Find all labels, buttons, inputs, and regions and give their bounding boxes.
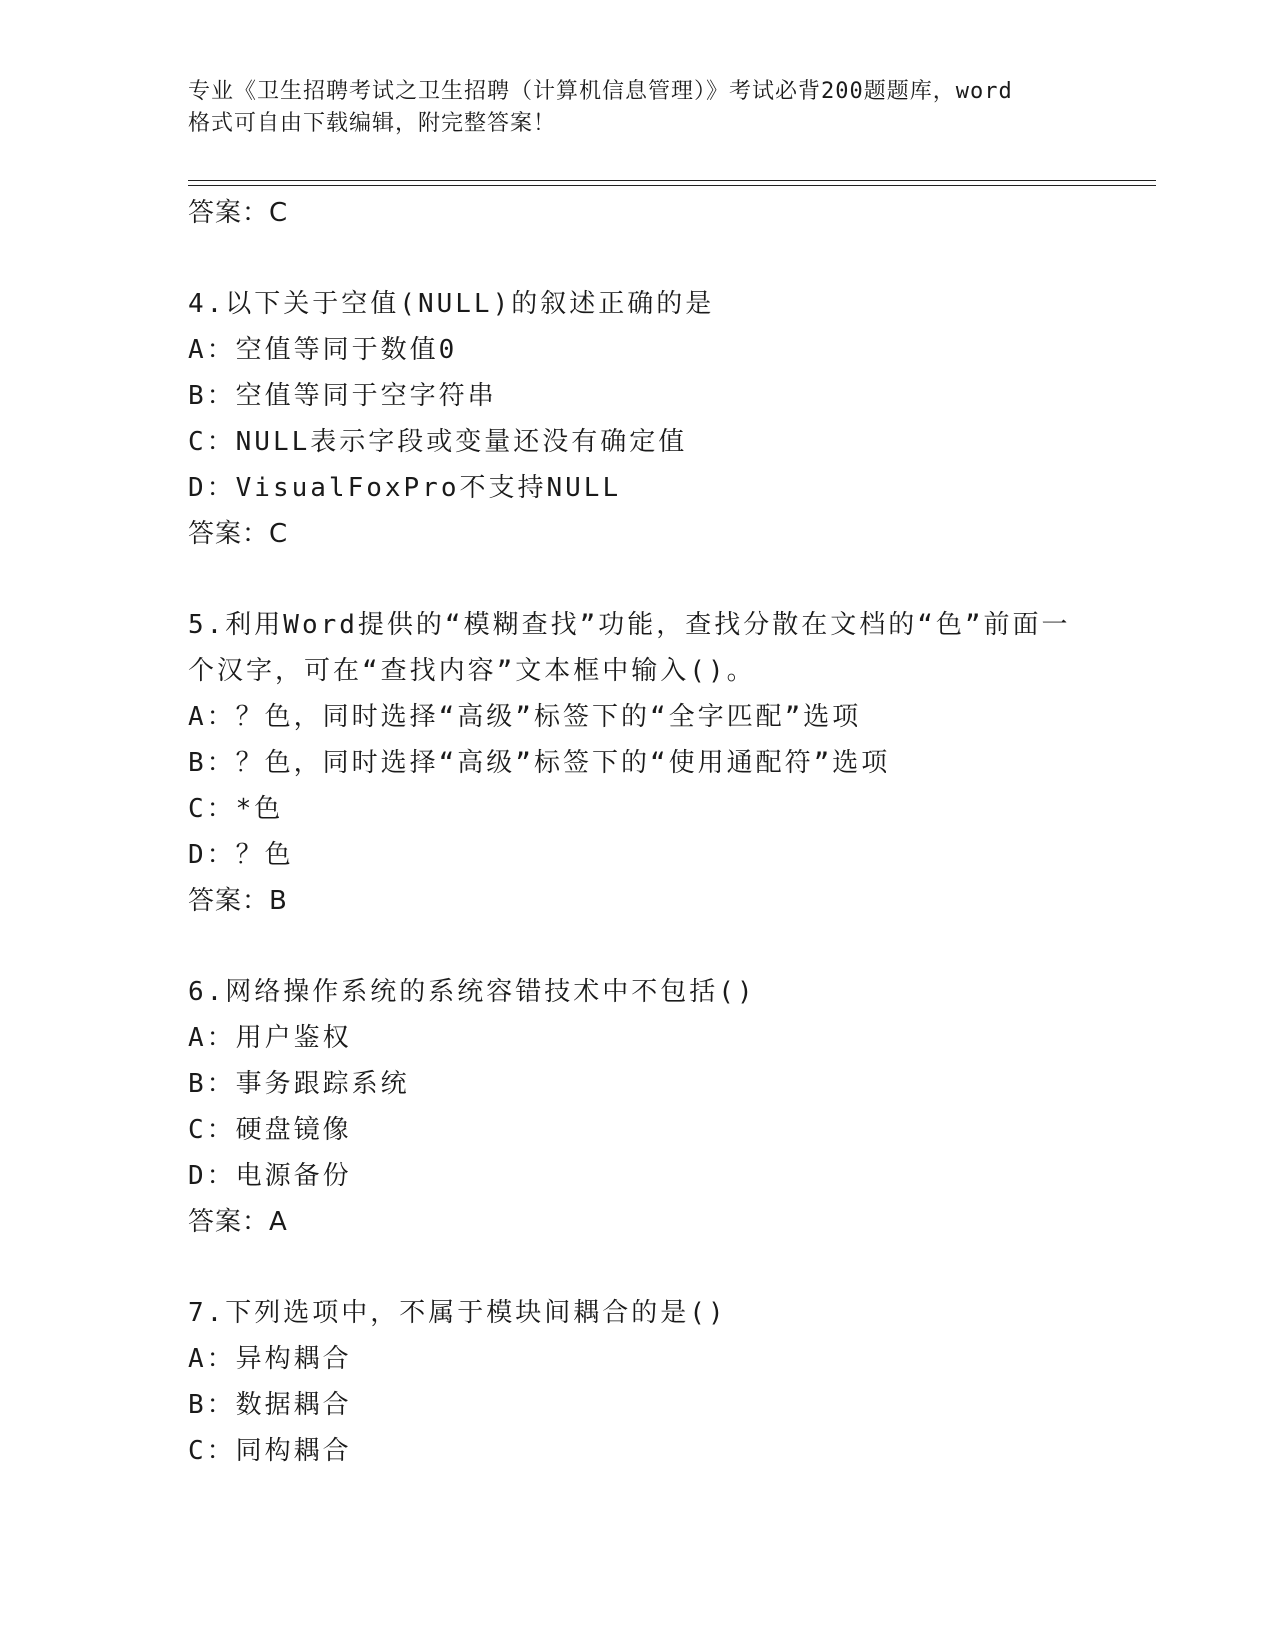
header-line-1: 专业《卫生招聘考试之卫生招聘（计算机信息管理）》考试必背200题题库，word <box>188 79 1013 104</box>
header-line-2: 格式可自由下载编辑，附完整答案！ <box>188 111 557 136</box>
header-divider-top <box>188 180 1156 181</box>
option-d: D：电源备份 <box>188 1161 352 1191</box>
document-header <box>188 76 1088 140</box>
answer-line: 答案：C <box>188 519 289 549</box>
option-c: C：NULL表示字段或变量还没有确定值 <box>188 427 688 457</box>
spacer <box>188 236 1088 281</box>
spacer <box>188 557 1088 602</box>
question-block-4 <box>188 281 1088 557</box>
option-b: B：事务跟踪系统 <box>188 1069 410 1099</box>
option-a: A：？色，同时选择“高级”标签下的“全字匹配”选项 <box>188 702 862 732</box>
question-block-6 <box>188 969 1088 1245</box>
option-b: B：数据耦合 <box>188 1390 352 1420</box>
question-list <box>188 190 1088 1474</box>
option-d: D：VisualFoxPro不支持NULL <box>188 473 622 503</box>
question-stem: 7.下列选项中，不属于模块间耦合的是() <box>188 1298 727 1328</box>
option-c: C：同构耦合 <box>188 1436 352 1466</box>
answer-line: 答案：A <box>188 1207 288 1237</box>
question-block-7 <box>188 1290 1088 1474</box>
answer-line: 答案：C <box>188 198 289 228</box>
header-divider-bottom <box>188 185 1156 186</box>
question-stem: 5.利用Word提供的“模糊查找”功能，查找分散在文档的“色”前面一个汉字，可在“查找内容”文本框中输入()。 <box>188 610 1071 686</box>
option-b: B：？色，同时选择“高级”标签下的“使用通配符”选项 <box>188 748 891 778</box>
option-a: A：空值等同于数值0 <box>188 335 458 365</box>
spacer <box>188 1245 1088 1290</box>
option-d: D：？色 <box>188 840 294 870</box>
option-b: B：空值等同于空字符串 <box>188 381 497 411</box>
option-c: C：硬盘镜像 <box>188 1115 352 1145</box>
option-a: A：用户鉴权 <box>188 1023 352 1053</box>
question-block-5 <box>188 602 1088 924</box>
option-c: C：*色 <box>188 794 284 824</box>
question-stem: 4.以下关于空值(NULL)的叙述正确的是 <box>188 289 715 319</box>
spacer <box>188 924 1088 969</box>
question-stem: 6.网络操作系统的系统容错技术中不包括() <box>188 977 756 1007</box>
option-a: A：异构耦合 <box>188 1344 352 1374</box>
answer-line: 答案：B <box>188 886 288 916</box>
